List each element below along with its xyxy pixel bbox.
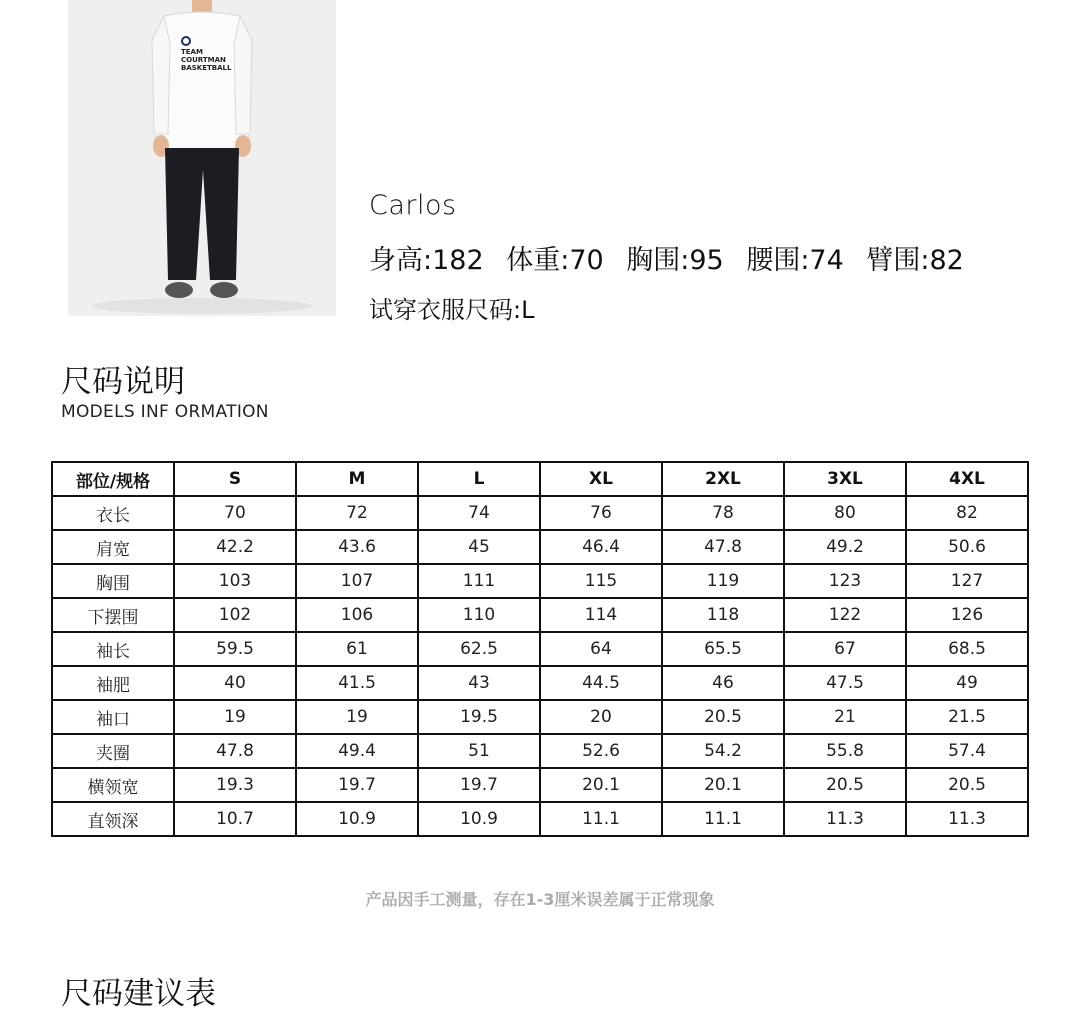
table-cell: 107: [296, 564, 418, 598]
model-arm: 臂围:82: [866, 245, 964, 276]
model-chest: 胸围:95: [626, 245, 724, 276]
table-cell: 110: [418, 598, 540, 632]
svg-text:BASKETBALL: BASKETBALL: [181, 64, 232, 72]
table-cell: 11.1: [540, 802, 662, 836]
table-header-cell: 2XL: [662, 462, 784, 496]
table-cell: 54.2: [662, 734, 784, 768]
table-cell: 47.5: [784, 666, 906, 700]
table-header-cell: L: [418, 462, 540, 496]
row-label-cell: 肩宽: [52, 530, 174, 564]
table-cell: 111: [418, 564, 540, 598]
table-cell: 10.7: [174, 802, 296, 836]
row-label-cell: 下摆围: [52, 598, 174, 632]
table-cell: 65.5: [662, 632, 784, 666]
section-subtitle: MODELS INF ORMATION: [61, 402, 269, 422]
table-cell: 20.5: [662, 700, 784, 734]
table-row: [52, 802, 1028, 836]
table-cell: 10.9: [418, 802, 540, 836]
table-cell: 49.4: [296, 734, 418, 768]
table-row: [52, 564, 1028, 598]
table-cell: 19.7: [296, 768, 418, 802]
table-row: [52, 734, 1028, 768]
row-label-cell: 衣长: [52, 496, 174, 530]
table-cell: 51: [418, 734, 540, 768]
table-cell: 78: [662, 496, 784, 530]
table-cell: 19.3: [174, 768, 296, 802]
row-label-cell: 夹圈: [52, 734, 174, 768]
table-cell: 20.5: [784, 768, 906, 802]
table-cell: 102: [174, 598, 296, 632]
table-cell: 62.5: [418, 632, 540, 666]
table-cell: 55.8: [784, 734, 906, 768]
table-row: [52, 632, 1028, 666]
table-cell: 10.9: [296, 802, 418, 836]
size-suggestion-title: 尺码建议表: [61, 976, 216, 1012]
model-weight: 体重:70: [506, 245, 604, 276]
table-cell: 103: [174, 564, 296, 598]
table-cell: 47.8: [662, 530, 784, 564]
table-cell: 40: [174, 666, 296, 700]
table-cell: 20: [540, 700, 662, 734]
table-cell: 106: [296, 598, 418, 632]
model-fit-size: 试穿衣服尺码:L: [369, 296, 535, 324]
svg-text:COURTMAN: COURTMAN: [181, 56, 226, 64]
table-cell: 61: [296, 632, 418, 666]
table-cell: 46: [662, 666, 784, 700]
table-cell: 47.8: [174, 734, 296, 768]
table-cell: 64: [540, 632, 662, 666]
model-photo: [68, 0, 336, 316]
table-row: [52, 768, 1028, 802]
row-label-cell: 胸围: [52, 564, 174, 598]
table-cell: 114: [540, 598, 662, 632]
table-cell: 46.4: [540, 530, 662, 564]
table-cell: 52.6: [540, 734, 662, 768]
table-cell: 123: [784, 564, 906, 598]
model-stats: [369, 238, 978, 277]
table-header-cell: 部位/规格: [52, 462, 174, 496]
table-cell: 70: [174, 496, 296, 530]
table-cell: 45: [418, 530, 540, 564]
table-cell: 20.1: [540, 768, 662, 802]
table-cell: 76: [540, 496, 662, 530]
table-cell: 41.5: [296, 666, 418, 700]
size-table: [51, 461, 1029, 837]
row-label-cell: 直领深: [52, 802, 174, 836]
table-header-cell: 3XL: [784, 462, 906, 496]
table-cell: 122: [784, 598, 906, 632]
table-cell: 20.1: [662, 768, 784, 802]
table-cell: 50.6: [906, 530, 1028, 564]
row-label-cell: 袖长: [52, 632, 174, 666]
model-figure-illustration: [68, 0, 336, 316]
table-cell: 21: [784, 700, 906, 734]
table-cell: 67: [784, 632, 906, 666]
table-cell: 126: [906, 598, 1028, 632]
table-cell: 11.1: [662, 802, 784, 836]
table-cell: 59.5: [174, 632, 296, 666]
table-cell: 43: [418, 666, 540, 700]
section-title: 尺码说明: [61, 364, 185, 400]
table-cell: 11.3: [784, 802, 906, 836]
table-cell: 115: [540, 564, 662, 598]
table-cell: 49.2: [784, 530, 906, 564]
row-label-cell: 袖肥: [52, 666, 174, 700]
table-cell: 19.7: [418, 768, 540, 802]
table-cell: 20.5: [906, 768, 1028, 802]
table-cell: 49: [906, 666, 1028, 700]
table-row: [52, 496, 1028, 530]
table-cell: 119: [662, 564, 784, 598]
model-height: 身高:182: [369, 245, 484, 276]
table-cell: 118: [662, 598, 784, 632]
table-row: [52, 530, 1028, 564]
model-waist: 腰围:74: [746, 245, 844, 276]
table-cell: 68.5: [906, 632, 1028, 666]
table-cell: 44.5: [540, 666, 662, 700]
table-cell: 42.2: [174, 530, 296, 564]
model-info: [369, 190, 964, 324]
table-header-cell: S: [174, 462, 296, 496]
table-header-cell: XL: [540, 462, 662, 496]
table-header-row: [52, 462, 1028, 496]
table-cell: 57.4: [906, 734, 1028, 768]
table-cell: 19: [174, 700, 296, 734]
table-header-cell: M: [296, 462, 418, 496]
model-name: Carlos: [369, 190, 457, 221]
table-cell: 127: [906, 564, 1028, 598]
table-cell: 82: [906, 496, 1028, 530]
table-cell: 11.3: [906, 802, 1028, 836]
table-cell: 19: [296, 700, 418, 734]
svg-text:TEAM: TEAM: [181, 48, 203, 56]
table-header-cell: 4XL: [906, 462, 1028, 496]
table-cell: 74: [418, 496, 540, 530]
table-row: [52, 666, 1028, 700]
table-row: [52, 700, 1028, 734]
table-cell: 21.5: [906, 700, 1028, 734]
table-cell: 19.5: [418, 700, 540, 734]
table-cell: 72: [296, 496, 418, 530]
table-cell: 43.6: [296, 530, 418, 564]
table-cell: 80: [784, 496, 906, 530]
table-row: [52, 598, 1028, 632]
measurement-note: 产品因手工测量，存在1-3厘米误差属于正常现象: [365, 890, 715, 909]
row-label-cell: 横领宽: [52, 768, 174, 802]
row-label-cell: 袖口: [52, 700, 174, 734]
